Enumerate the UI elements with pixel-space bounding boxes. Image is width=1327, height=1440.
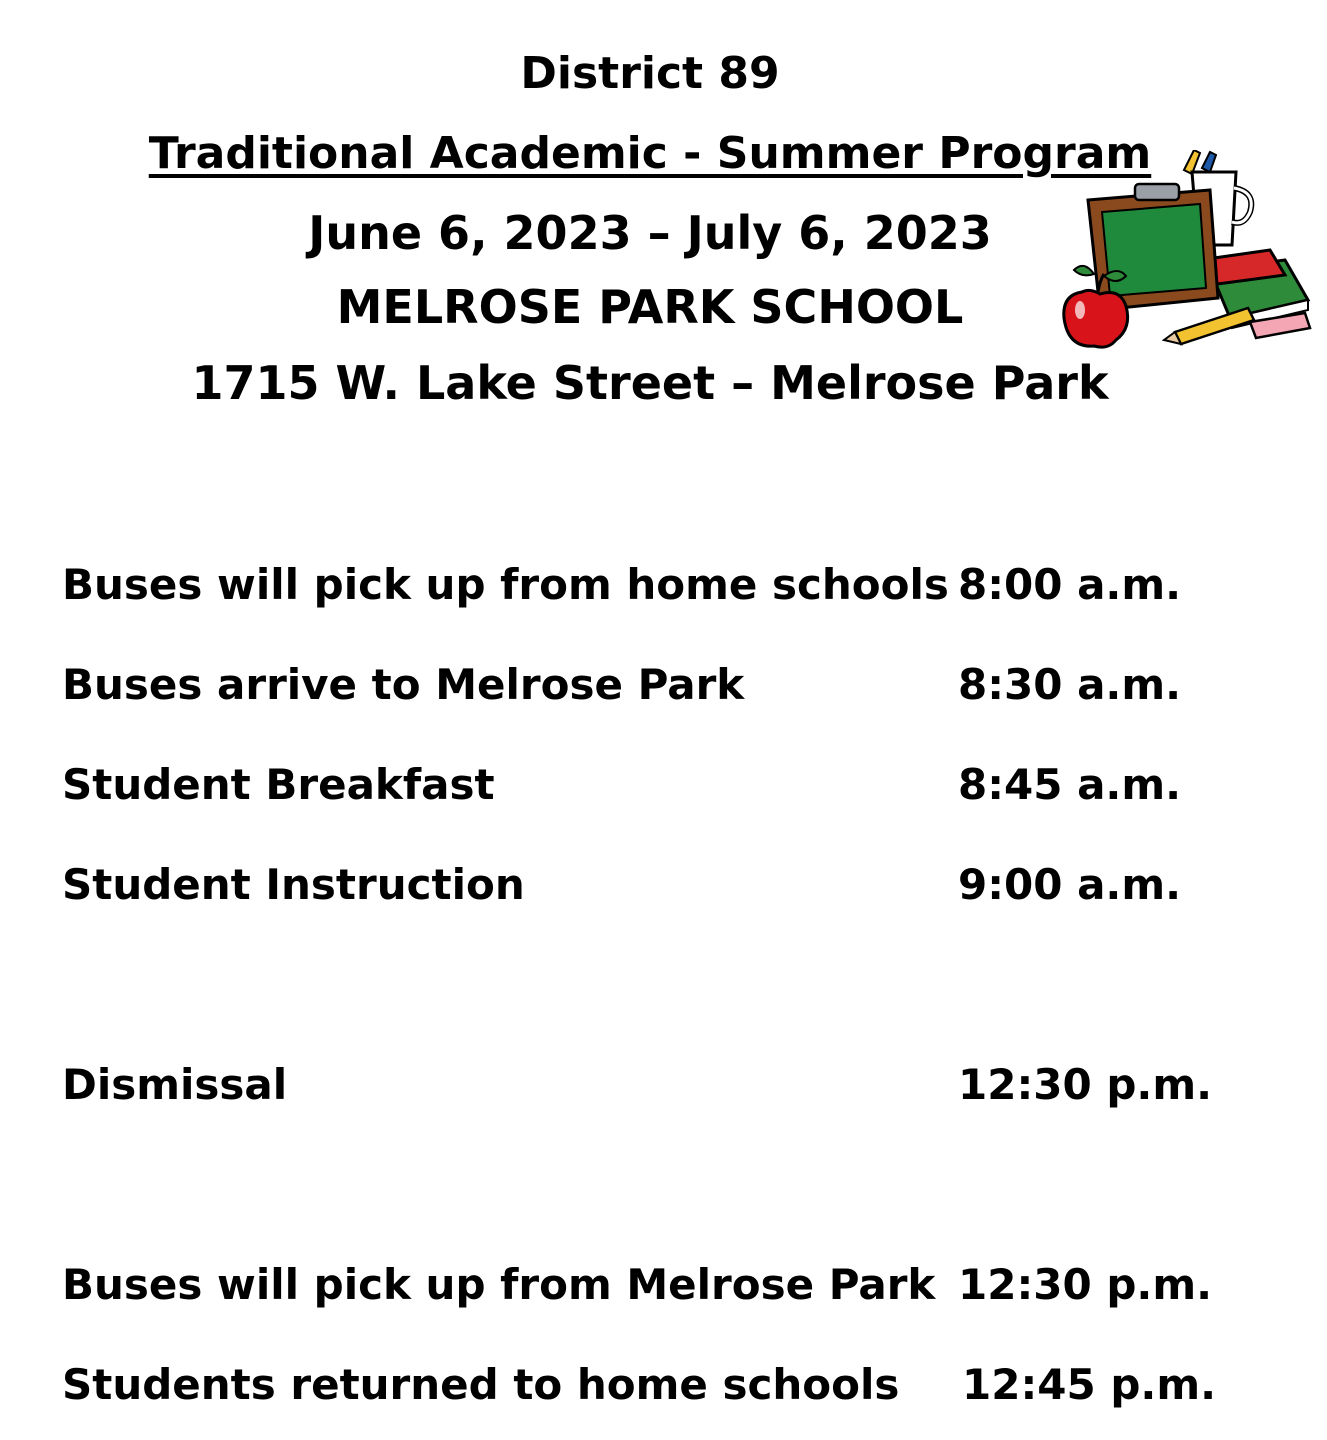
schedule-time: 9:00 a.m. — [958, 860, 1182, 909]
schedule-time: 12:30 p.m. — [958, 1060, 1213, 1109]
schedule-time: 8:45 a.m. — [958, 760, 1182, 809]
schedule-time: 12:30 p.m. — [958, 1260, 1213, 1309]
schedule-row — [0, 1260, 1327, 1320]
schedule-label: Student Instruction — [62, 860, 525, 909]
schedule-time: 12:45 p.m. — [962, 1360, 1217, 1409]
program-dates: June 6, 2023 – July 6, 2023 — [308, 206, 992, 260]
schedule-label: Dismissal — [62, 1060, 288, 1109]
school-supplies-clipart — [1060, 150, 1315, 355]
schedule-time: 8:30 a.m. — [958, 660, 1182, 709]
schedule-label: Buses arrive to Melrose Park — [62, 660, 745, 709]
schedule-time: 8:00 a.m. — [958, 560, 1182, 609]
schedule-row — [0, 560, 1327, 620]
school-name: MELROSE PARK SCHOOL — [336, 280, 964, 334]
schedule-label: Buses will pick up from home schools — [62, 560, 949, 609]
schedule-row — [0, 1060, 1327, 1120]
program-title: Traditional Academic - Summer Program — [148, 128, 1152, 179]
schedule-label: Student Breakfast — [62, 760, 495, 809]
schedule-label: Buses will pick up from Melrose Park — [62, 1260, 936, 1309]
schedule-label: Students returned to home schools — [62, 1360, 900, 1409]
district-title: District 89 — [520, 48, 780, 99]
school-address: 1715 W. Lake Street – Melrose Park — [191, 356, 1109, 410]
schedule-row — [0, 760, 1327, 820]
schedule-row — [0, 1360, 1327, 1420]
schedule-row — [0, 860, 1327, 920]
schedule-row — [0, 660, 1327, 720]
